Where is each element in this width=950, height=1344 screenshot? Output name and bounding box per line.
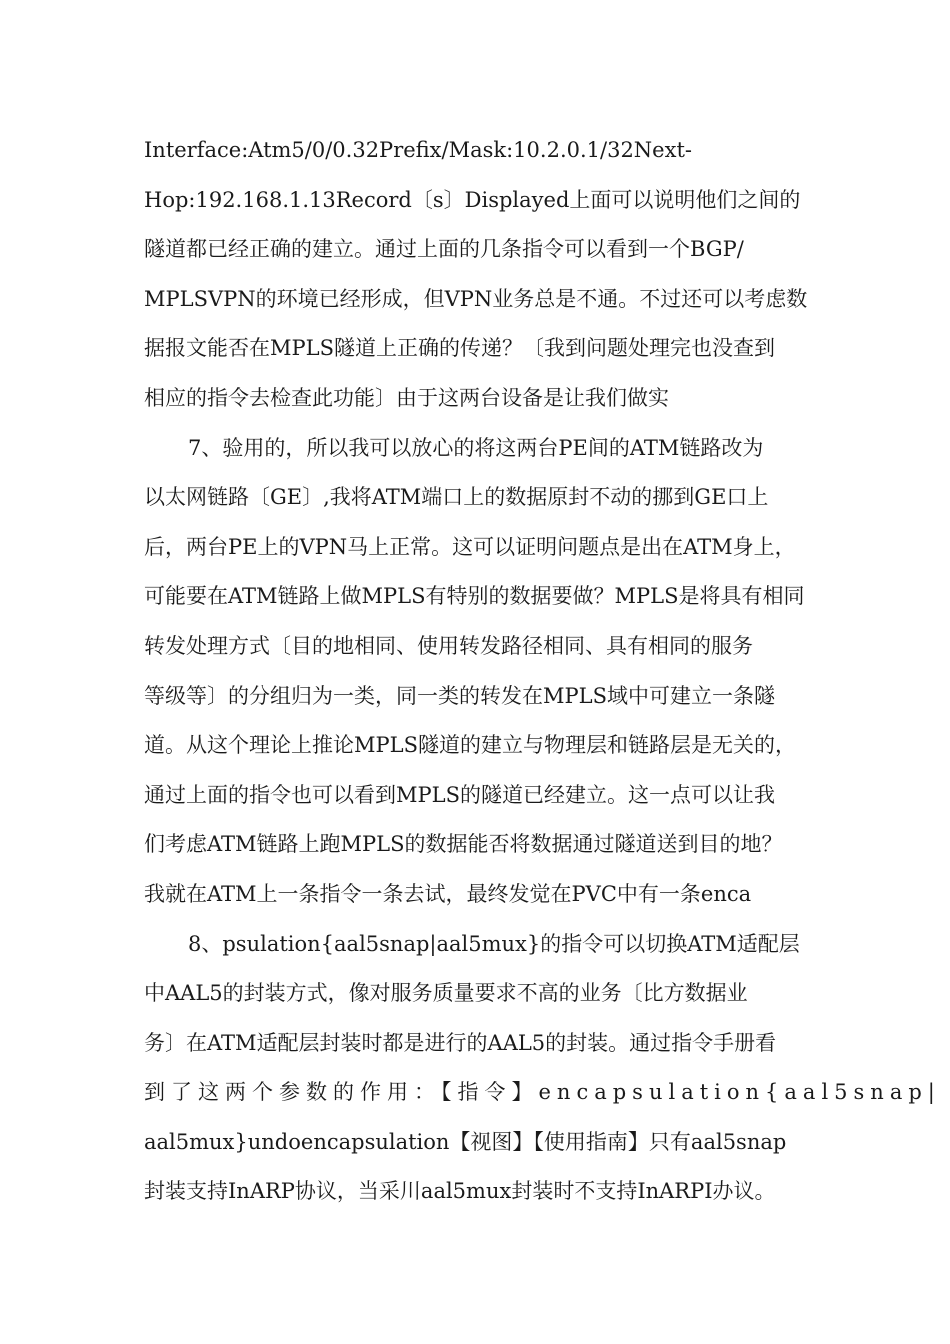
text-line-6: 相应的指令去检查此功能〕由于这两台设备是让我们做实 [144, 385, 669, 410]
text-line-13: 道。从这个理论上推论MPLS隧道的建立与物理层和链路层是无关的， [144, 733, 796, 758]
text-line-1: Interface:Atm5/0/0.32Prefix/Mask:10.2.0.1/32Next- [144, 138, 692, 162]
text-line-14: 通过上面的指令也可以看到MPLS的隧道已经建立。这一点可以让我 [144, 782, 775, 807]
text-line-18: 中AAL5的封装方式，像对服务质量要求不高的业务〔比方数据业 [144, 981, 748, 1006]
text-line-16: 我就在ATM上一条指令一条去试，最终发觉在PVC中有一条enca [144, 881, 752, 906]
text-line-10: 可能要在ATM链路上做MPLS有特别的数据要做？MPLS是将具有相同 [144, 584, 805, 609]
text-line-22: 封装支持InARP协议，当采川aal5mux封装时不支持InARPI办议。 [144, 1179, 776, 1204]
document-body [144, 126, 941, 1217]
text-line-9: 后，两台PE上的VPN马上正常。这可以证明问题点是出在ATM身上， [144, 534, 796, 559]
text-line-8: 以太网链路〔GE〕,我将ATM端口上的数据原封不动的挪到GE口上 [144, 485, 769, 510]
paragraph-7-start: 7、验用的，所以我可以放心的将这两台PE间的ATM链路改为 [188, 435, 764, 460]
text-line-2: Hop:192.168.1.13Record〔s〕Displayed上面可以说明他们之间的 [144, 187, 801, 212]
text-line-21: aal5mux}undoencapsulation【视图】【使用指南】只有aal5snap [144, 1129, 787, 1154]
text-line-15: 们考虑ATM链路上跑MPLS的数据能否将数据通过隧道送到目的地？ [144, 832, 783, 857]
text-line-20: 到了这两个参数的作用：【指令】encapsulation{aal5snap| [144, 1080, 941, 1105]
text-line-3: 隧道都已经正确的建立。通过上面的几条指令可以看到一个BGP/ [144, 237, 744, 262]
paragraph-8-start: 8、psulation{aal5snap|aal5mux}的指令可以切换ATM适配层 [188, 931, 800, 956]
text-line-19: 务〕在ATM适配层封装时都是进行的AAL5的封装。通过指令手册看 [144, 1030, 777, 1055]
text-line-5: 据报文能否在MPLS隧道上正确的传递？〔我到问题处理完也没查到 [144, 336, 775, 361]
text-line-12: 等级等〕的分组归为一类，同一类的转发在MPLS域中可建立一条隧 [144, 683, 775, 708]
text-line-11: 转发处理方式〔目的地相同、使用转发路径相同、具有相同的服务 [144, 633, 753, 658]
text-line-4: MPLSVPN的环境已经形成，但VPN业务总是不通。不过还可以考虑数 [144, 286, 808, 311]
